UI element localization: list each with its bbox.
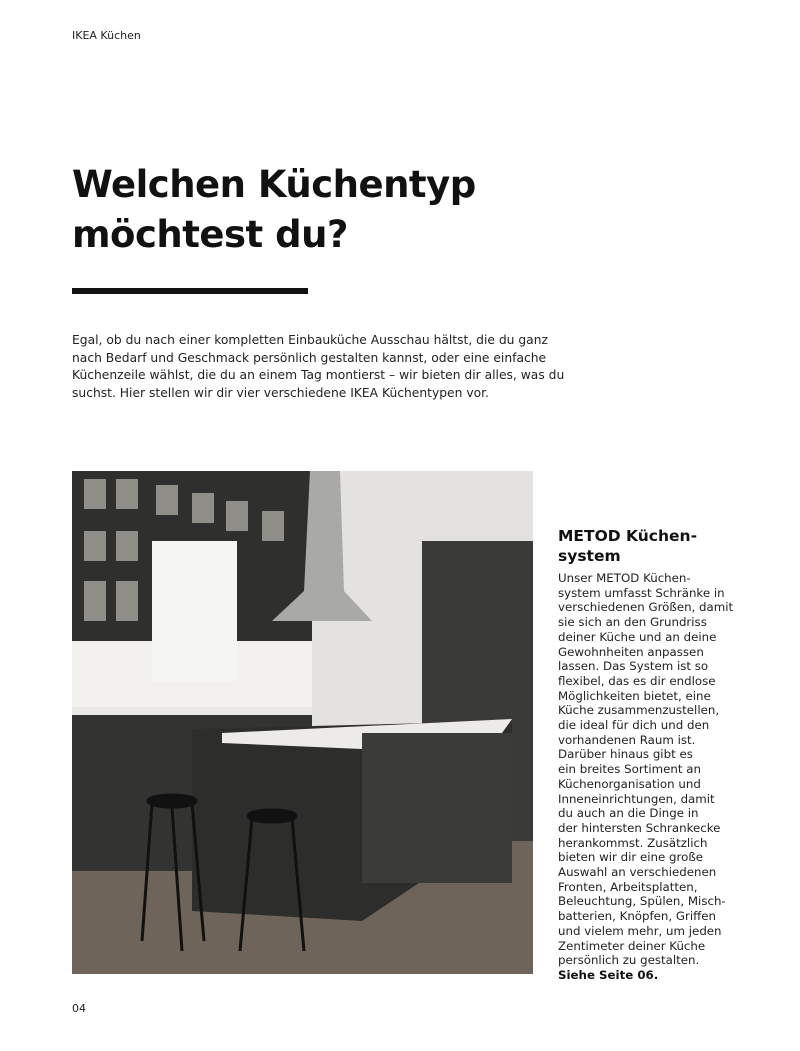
body-line: system umfasst Schränke in — [558, 585, 725, 600]
page-title — [72, 160, 476, 260]
body-line: batterien, Knöpfen, Griffen — [558, 909, 717, 924]
intro-line: Egal, ob du nach einer kompletten Einbauküche Ausschau hältst, die du ganz — [72, 333, 548, 347]
section-body — [558, 571, 733, 983]
intro-line: Küchenzeile wählst, die du an einem Tag montierst – wir bieten dir alles, was du — [72, 368, 565, 382]
body-line: Gewohnheiten anpassen — [558, 644, 704, 659]
body-line: vorhandenen Raum ist. — [558, 732, 696, 747]
title-line: Welchen Küchentyp — [72, 163, 476, 206]
body-line: Beleuchtung, Spülen, Misch- — [558, 894, 726, 909]
section-title-line: system — [558, 547, 621, 565]
section-header: IKEA Küchen — [72, 29, 141, 42]
intro-paragraph — [72, 332, 564, 402]
body-line: Zentimeter deiner Küche — [558, 938, 706, 953]
body-line: der hintersten Schrankecke — [558, 820, 721, 835]
title-divider — [72, 288, 308, 294]
kitchen-illustration — [72, 471, 533, 974]
body-line: Inneneinrichtungen, damit — [558, 791, 715, 806]
section-title — [558, 526, 697, 566]
body-line: die ideal für dich und den — [558, 718, 710, 733]
body-line: Möglichkeiten bietet, eine — [558, 688, 711, 703]
title-line: möchtest du? — [72, 213, 348, 256]
page-reference-link: Siehe Seite 06. — [558, 967, 659, 982]
body-line: du auch an die Dinge in — [558, 806, 699, 821]
body-line: Auswahl an verschiedenen — [558, 865, 717, 880]
body-line: Fronten, Arbeitsplatten, — [558, 879, 698, 894]
body-line: lassen. Das System ist so — [558, 659, 709, 674]
intro-line: suchst. Hier stellen wir dir vier verschiedene IKEA Küchentypen vor. — [72, 385, 489, 400]
body-line: und vielem mehr, um jeden — [558, 923, 722, 938]
body-line: sie sich an den Grundriss — [558, 615, 707, 630]
intro-line: nach Bedarf und Geschmack persönlich gestalten kannst, oder eine einfache — [72, 350, 547, 365]
body-line: deiner Küche und an deine — [558, 629, 717, 644]
kitchen-photo — [72, 471, 533, 974]
body-line: Küche zusammenzustellen, — [558, 703, 720, 718]
section-title-line: METOD Küchen- — [558, 527, 698, 545]
page-number: 04 — [72, 1002, 86, 1015]
body-line: persönlich zu gestalten. — [558, 953, 700, 968]
body-line: bieten wir dir eine große — [558, 850, 704, 865]
body-line: verschiedenen Größen, damit — [558, 600, 734, 615]
body-line: herankommst. Zusätzlich — [558, 835, 708, 850]
body-line: ein breites Sortiment an — [558, 762, 701, 777]
body-line: Küchenorganisation und — [558, 776, 701, 791]
body-line: Darüber hinaus gibt es — [558, 747, 693, 762]
body-line: flexibel, das es dir endlose — [558, 673, 716, 688]
body-line: Unser METOD Küchen- — [558, 571, 691, 585]
